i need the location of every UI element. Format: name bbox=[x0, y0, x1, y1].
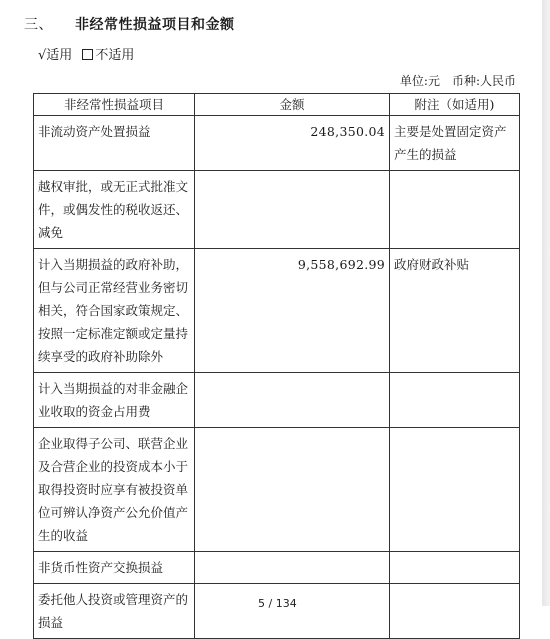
scrollbar-edge bbox=[542, 0, 550, 606]
unit-currency-line bbox=[400, 72, 516, 89]
cell-item: 委托他人投资或管理资产的损益 bbox=[34, 584, 195, 639]
cell-amount bbox=[195, 428, 390, 552]
cell-amount bbox=[195, 584, 390, 639]
empty-checkbox-icon bbox=[82, 49, 93, 60]
cell-item: 计入当期损益的政府补助，但与公司正常经营业务密切相关，符合国家政策规定、按照一定标准定额或定量持续享受的政府补助除外 bbox=[34, 249, 195, 373]
table-row bbox=[34, 116, 520, 171]
currency-label: 币种:人民币 bbox=[451, 74, 516, 88]
cell-note bbox=[390, 584, 520, 639]
cell-amount: 248,350.04 bbox=[195, 116, 390, 171]
cell-note bbox=[390, 552, 520, 584]
cell-item: 企业取得子公司、联营企业及合营企业的投资成本小于取得投资时应享有被投资单位可辨认净资产公允价值产生的收益 bbox=[34, 428, 195, 552]
cell-item: 非货币性资产交换损益 bbox=[34, 552, 195, 584]
applicable-label: 适用 bbox=[46, 48, 73, 63]
cell-note bbox=[390, 373, 520, 428]
applicability-line bbox=[38, 44, 134, 63]
section-number: 三、 bbox=[24, 17, 53, 33]
unit-label: 单位:元 bbox=[399, 74, 440, 88]
section-heading bbox=[24, 14, 235, 34]
cell-amount: 9,558,692.99 bbox=[195, 249, 390, 373]
cell-item: 越权审批，或无正式批准文件，或偶发性的税收返还、减免 bbox=[34, 171, 195, 249]
cell-amount bbox=[195, 373, 390, 428]
cell-amount bbox=[195, 171, 390, 249]
table-row bbox=[34, 171, 520, 249]
table-header-row bbox=[34, 94, 520, 116]
cell-item: 计入当期损益的对非金融企业收取的资金占用费 bbox=[34, 373, 195, 428]
not-applicable-label: 不适用 bbox=[95, 48, 135, 63]
cell-amount bbox=[195, 552, 390, 584]
table-row bbox=[34, 249, 520, 373]
cell-item: 非流动资产处置损益 bbox=[34, 116, 195, 171]
header-item: 非经常性损益项目 bbox=[34, 94, 195, 116]
header-note: 附注（如适用) bbox=[390, 94, 520, 116]
cell-note: 主要是处置固定资产产生的损益 bbox=[390, 116, 520, 171]
table-row bbox=[34, 428, 520, 552]
cell-note bbox=[390, 171, 520, 249]
cell-note: 政府财政补贴 bbox=[390, 249, 520, 373]
check-mark-icon: √ bbox=[38, 48, 47, 63]
table-row bbox=[34, 373, 520, 428]
header-amount: 金额 bbox=[195, 94, 390, 116]
table-row bbox=[34, 552, 520, 584]
page-number: 5 / 134 bbox=[258, 597, 297, 610]
section-title: 非经常性损益项目和金额 bbox=[75, 17, 235, 33]
non-recurring-items-table bbox=[33, 93, 520, 639]
cell-note bbox=[390, 428, 520, 552]
table-row bbox=[34, 584, 520, 639]
